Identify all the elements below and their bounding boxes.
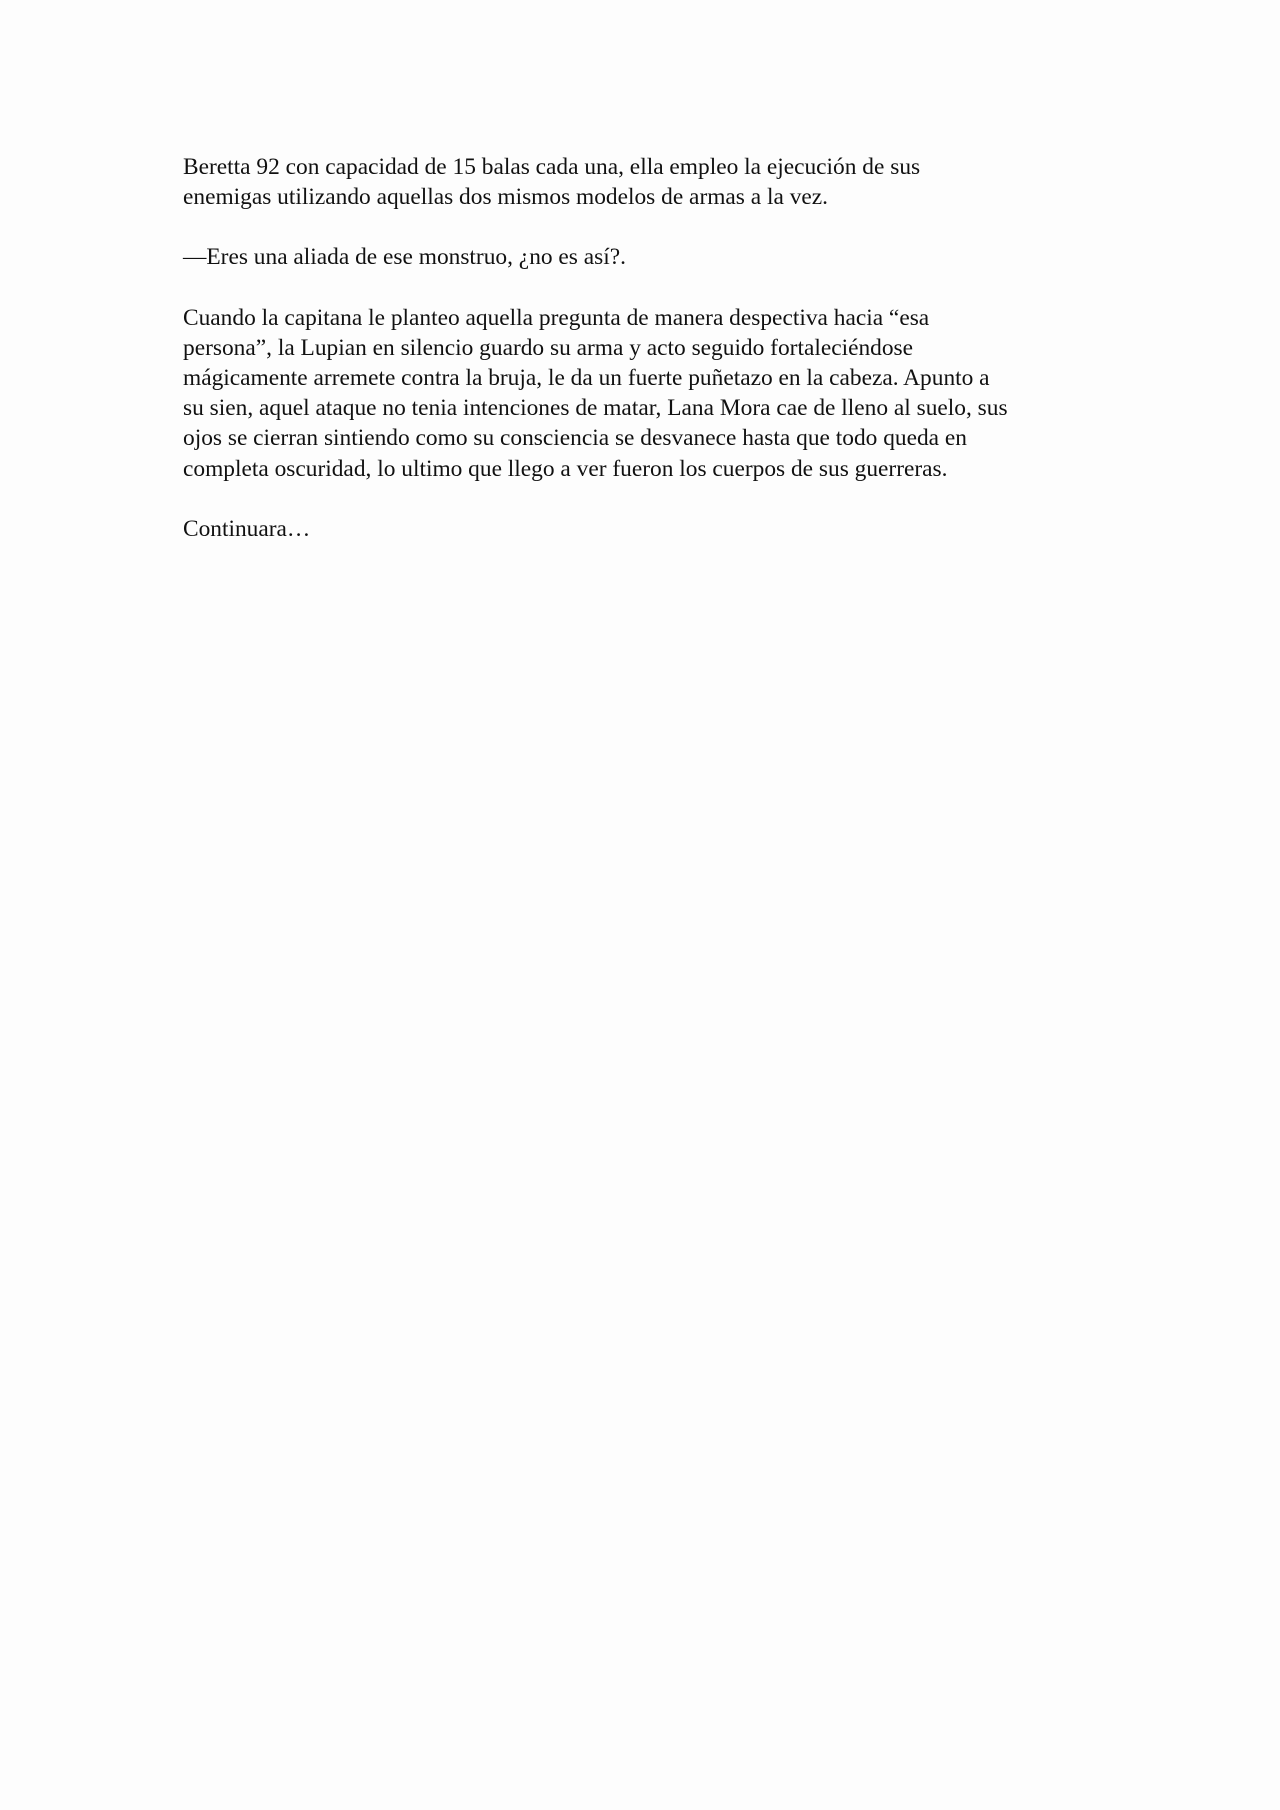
paragraph-2-dialogue — [183, 242, 1103, 272]
text-line: Continuara… — [183, 515, 311, 542]
paragraph-1 — [183, 152, 1103, 212]
text-line: ojos se cierran sintiendo como su consciencia se desvanece hasta que todo queda en — [183, 425, 967, 452]
paragraph-4-closing — [183, 514, 1103, 544]
paragraph-3 — [183, 303, 1103, 484]
text-line: su sien, aquel ataque no tenia intenciones de matar, Lana Mora cae de lleno al suelo, sus — [183, 395, 1008, 422]
text-line: Cuando la capitana le planteo aquella pregunta de manera despectiva hacia “esa — [183, 304, 930, 331]
text-line: —Eres una aliada de ese monstruo, ¿no es así?. — [183, 244, 626, 271]
text-line: mágicamente arremete contra la bruja, le da un fuerte puñetazo en la cabeza. Apunto a — [183, 365, 990, 392]
text-line: Beretta 92 con capacidad de 15 balas cada una, ella empleo la ejecución de sus — [183, 154, 921, 180]
text-line: enemigas utilizando aquellas dos mismos modelos de armas a la vez. — [183, 184, 829, 211]
document-body — [183, 152, 1103, 574]
text-line: persona”, la Lupian en silencio guardo su arma y acto seguido fortaleciéndose — [183, 334, 914, 361]
text-line: completa oscuridad, lo ultimo que llego a ver fueron los cuerpos de sus guerreras. — [183, 455, 948, 482]
